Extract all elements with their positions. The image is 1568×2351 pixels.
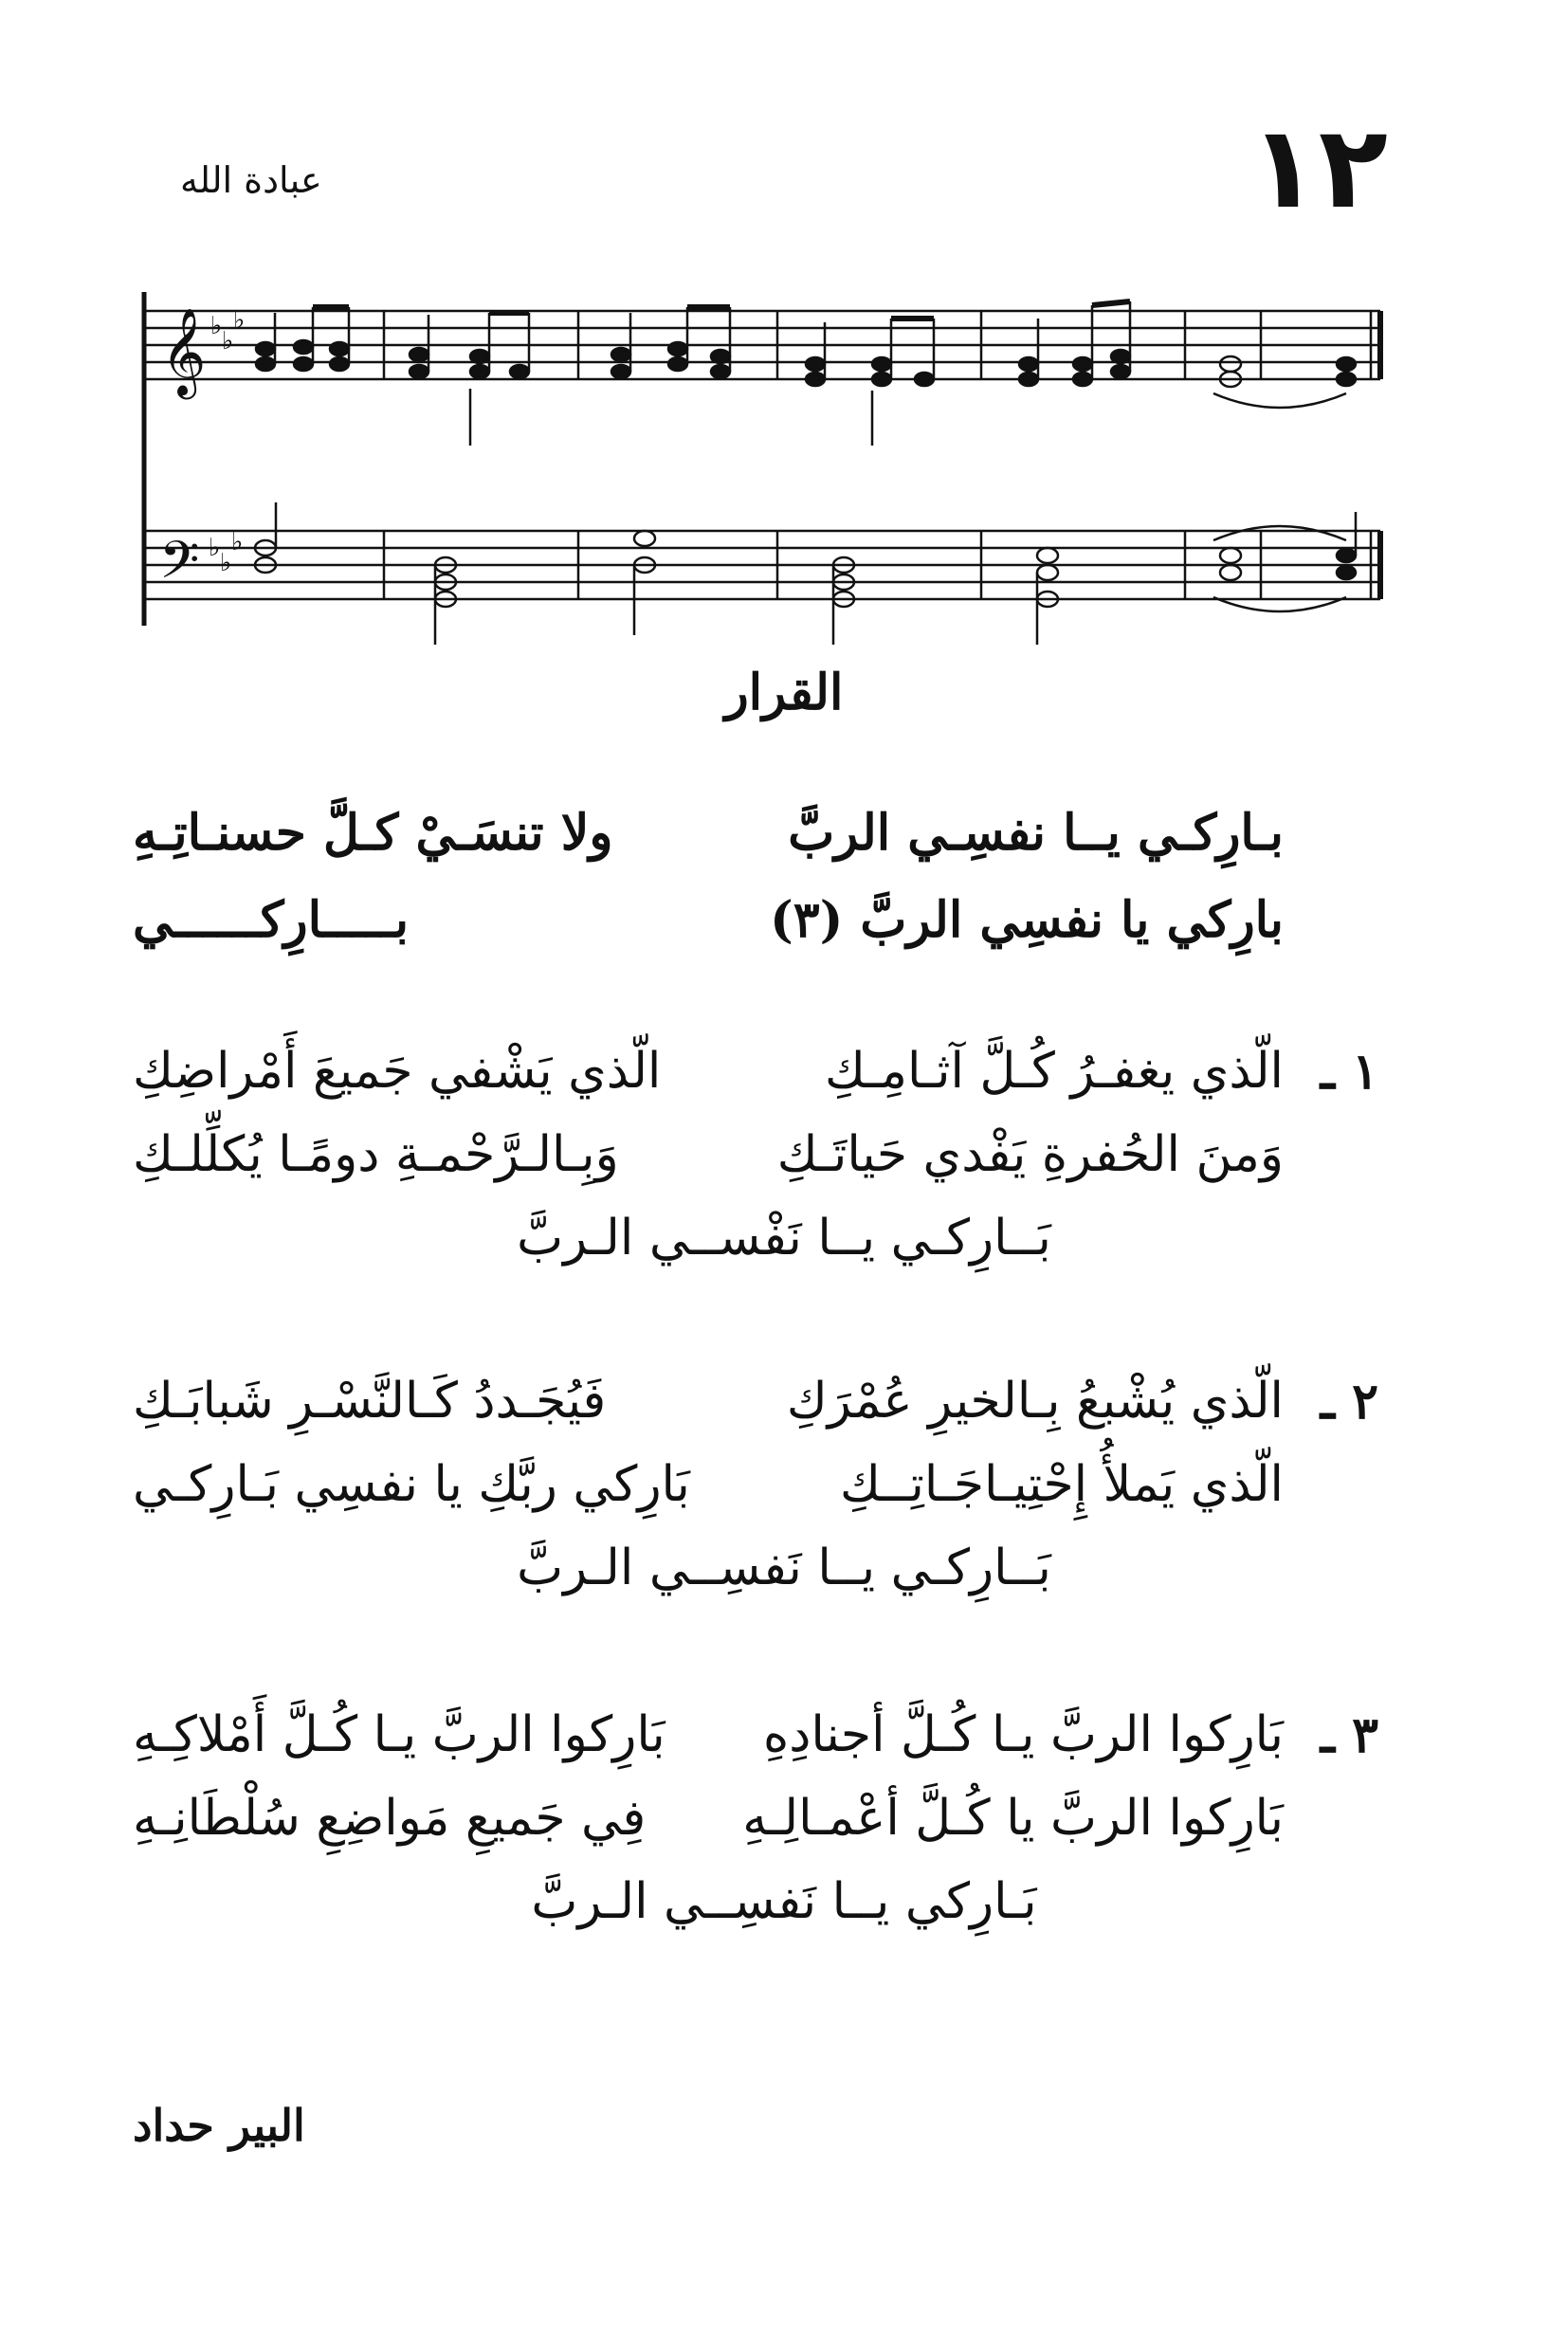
- author-name: البير حداد: [133, 2100, 305, 2151]
- music-score: [123, 284, 1403, 645]
- verse-line-right: الّذي يغفـرُ كُـلَّ آثـامِـكِ: [825, 1043, 1284, 1100]
- verse-refrain-text: بَــارِكـي يــا نَفسِــي الـربَّ: [517, 1540, 1051, 1596]
- svg-text:♭: ♭: [209, 534, 221, 562]
- verse-line-right: بَارِكوا الربَّ يا كُـلَّ أعْمـالِـهِ: [742, 1790, 1284, 1847]
- verse-line-right: وَمنَ الحُفرةِ يَفْدي حَياتَـكِ: [776, 1126, 1284, 1183]
- svg-text:𝄞: 𝄞: [161, 307, 207, 395]
- svg-text:𝄢: 𝄢: [159, 530, 200, 603]
- svg-text:♭: ♭: [210, 312, 223, 340]
- verse-line-left: فَيُجَـددُ كَـالنَّسْـرِ شَبابَـكِ: [133, 1373, 607, 1430]
- verse-line-right: بَارِكوا الربَّ يـا كُـلَّ أجنادِهِ: [763, 1706, 1284, 1763]
- verse-line-left: وَبِـالـرَّحْمـةِ دومًـا يُكلِّلـكِ: [133, 1126, 619, 1183]
- verse-number: ١ ـ: [1320, 1043, 1378, 1101]
- svg-text:♭: ♭: [233, 306, 246, 335]
- section-label: عبادة الله: [180, 159, 322, 201]
- verse-line-left: فِي جَميعِ مَواضِعِ سُلْطَانِـهِ: [133, 1790, 647, 1847]
- verse-refrain-text: بَــارِكـي يــا نَفْســي الـربَّ: [517, 1210, 1051, 1267]
- svg-text:♭: ♭: [231, 528, 244, 556]
- svg-text:♭: ♭: [222, 327, 234, 355]
- refrain-line-right: بـارِكـي يــا نفسِـي الربَّ: [788, 804, 1284, 862]
- refrain-line-right: بارِكي يا نفسِي الربَّ (٣): [770, 891, 1284, 949]
- verse-refrain-text: بَـارِكي يــا نَفسِــي الـربَّ: [531, 1873, 1037, 1930]
- refrain-line-left: بـــــارِكــــــي: [133, 891, 410, 949]
- verse-line-left: بَارِكوا الربَّ يـا كُـلَّ أَمْلاكِـهِ: [133, 1706, 665, 1763]
- svg-text:♭: ♭: [220, 549, 232, 577]
- verse-line-right: الّذي يُشْبعُ بِـالخيرِ عُمْرَكِ: [786, 1373, 1284, 1430]
- verse-line-left: الّذي يَشْفي جَميعَ أَمْراضِكِ: [133, 1043, 662, 1100]
- refrain-line-left: ولا تنسَـيْ كـلَّ حسنـاتِـهِ: [133, 804, 613, 862]
- verse-number: ٢ ـ: [1320, 1373, 1378, 1431]
- hymn-number: ١٢: [1249, 102, 1388, 234]
- verse-line-right: الّذي يَملأُ إِحْتِيـاجَـاتِــكِ: [840, 1456, 1284, 1513]
- verse-line-left: بَارِكي ربَّكِ يا نفسِي بَـارِكـي: [133, 1456, 690, 1513]
- verse-number: ٣ ـ: [1320, 1706, 1378, 1764]
- refrain-title: القرار: [724, 664, 844, 721]
